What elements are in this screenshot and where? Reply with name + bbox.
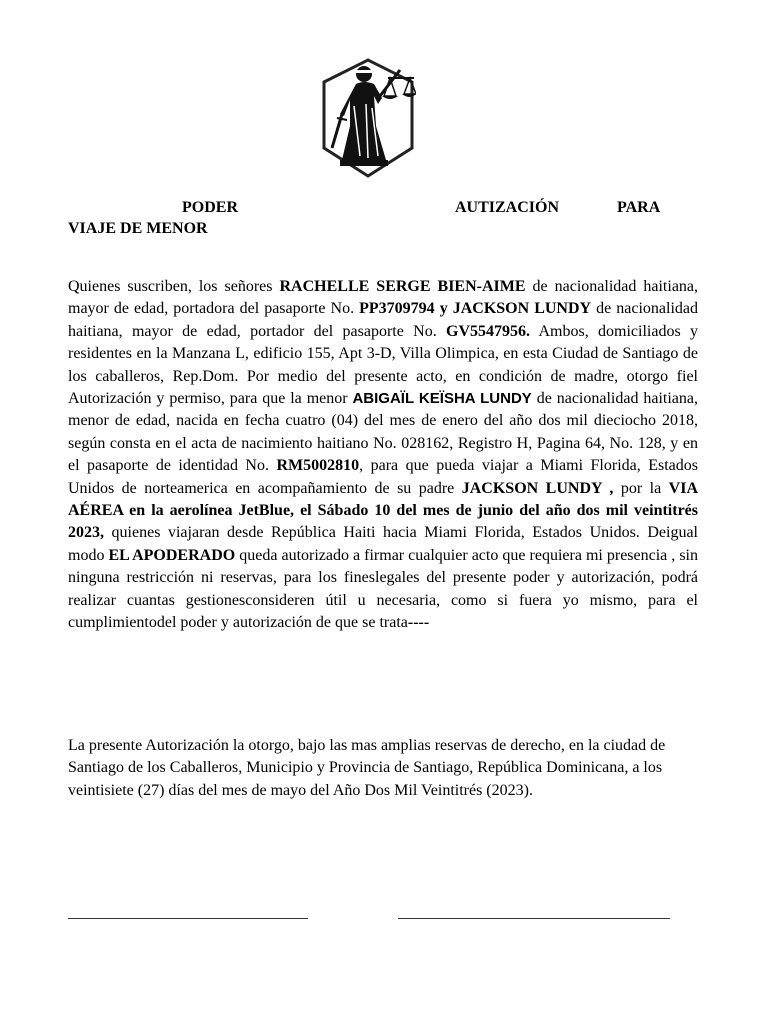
mother-name: RACHELLE SERGE BIEN-AIME bbox=[279, 278, 526, 295]
minor-name: ABIGAÏL KEÏSHA LUNDY bbox=[352, 390, 532, 408]
signature-line-left: ______________________________ bbox=[68, 904, 308, 921]
minor-passport: RM5002810 bbox=[276, 457, 360, 475]
signature-line-right: __________________________________ bbox=[398, 904, 670, 921]
title-word-autizacion: AUTIZACIÓN bbox=[455, 199, 560, 216]
lady-justice-logo-icon bbox=[320, 56, 416, 180]
title-word-poder: PODER bbox=[182, 199, 238, 216]
apoderado: EL APODERADO bbox=[108, 546, 236, 564]
mother-passport: PP3709794 y JACKSON LUNDY bbox=[359, 300, 592, 318]
father-name: JACKSON LUNDY , bbox=[461, 479, 614, 497]
authorization-paragraph: Quienes suscriben, los señores RACHELLE SERGE BIEN-AIME de nacionalidad haitiana, mayor de edad, portadora del pasaporte No. PP3709794 y JACKSON LUNDY de nacionalidad haitiana, mayor de edad, portador del pasaporte No. GV5547956. Ambos, domiciliados y residentes en la Manzana L, edificio 155, Apt 3-D, Villa Olimpica, en esta Ciudad de Santiago de los caballeros, Rep.Dom. Por medio del presente acto, en condición de madre, otorgo fiel Autorización y permiso, para que la menor ABIGAÏL KEÏSHA LUNDY de nacionalidad haitiana, menor de edad, nacida en fecha cuatro (04) del mes de enero del año dos mil dieciocho 2018, según consta en el acta de nacimiento haitiano No. 028162, Registro H, Pagina 64, No. 128, y en el pasaporte de identidad No. RM5002810, para que pueda viajar a Miami Florida, Estados Unidos de norteamerica en acompañamiento de su padre JACKSON LUNDY , por la VIA AÉREA en la aerolínea JetBlue, el Sábado 10 del mes de junio del año dos mil veintitrés 2023, quienes viajaran desde República Haiti hacia Miami Florida, Estados Unidos. Deigual modo EL APODERADO queda autorizado a firmar cualquier acto que requiera mi presencia , sin ninguna restricción ni reservas, para los fineslegales del presente poder y autorización, podrá realizar cuantas gestionesconsideren útil u necesaria, como si fuera yo mismo, para el cumplimientodel poder y autorización de que se trata---- bbox=[68, 278, 699, 632]
document-title bbox=[68, 199, 696, 219]
title-line-2: VIAJE DE MENOR bbox=[68, 220, 208, 237]
father-passport: GV5547956. bbox=[446, 322, 531, 340]
place-date-paragraph: La presente Autorización la otorgo, bajo las mas amplias reservas de derecho, en la ciudad de Santiago de los Caballeros, Municipio y Provincia de Santiago, República Dominicana, a los veintisiete (27) días del mes de mayo del Año Dos Mil Veintitrés (2023). bbox=[68, 737, 666, 799]
title-word-para: PARA bbox=[617, 199, 661, 216]
travel-detail: VIA AÉREA en la aerolínea JetBlue, el Sábado 10 del mes de junio del año dos mil veintitrés 2023, bbox=[68, 479, 699, 542]
